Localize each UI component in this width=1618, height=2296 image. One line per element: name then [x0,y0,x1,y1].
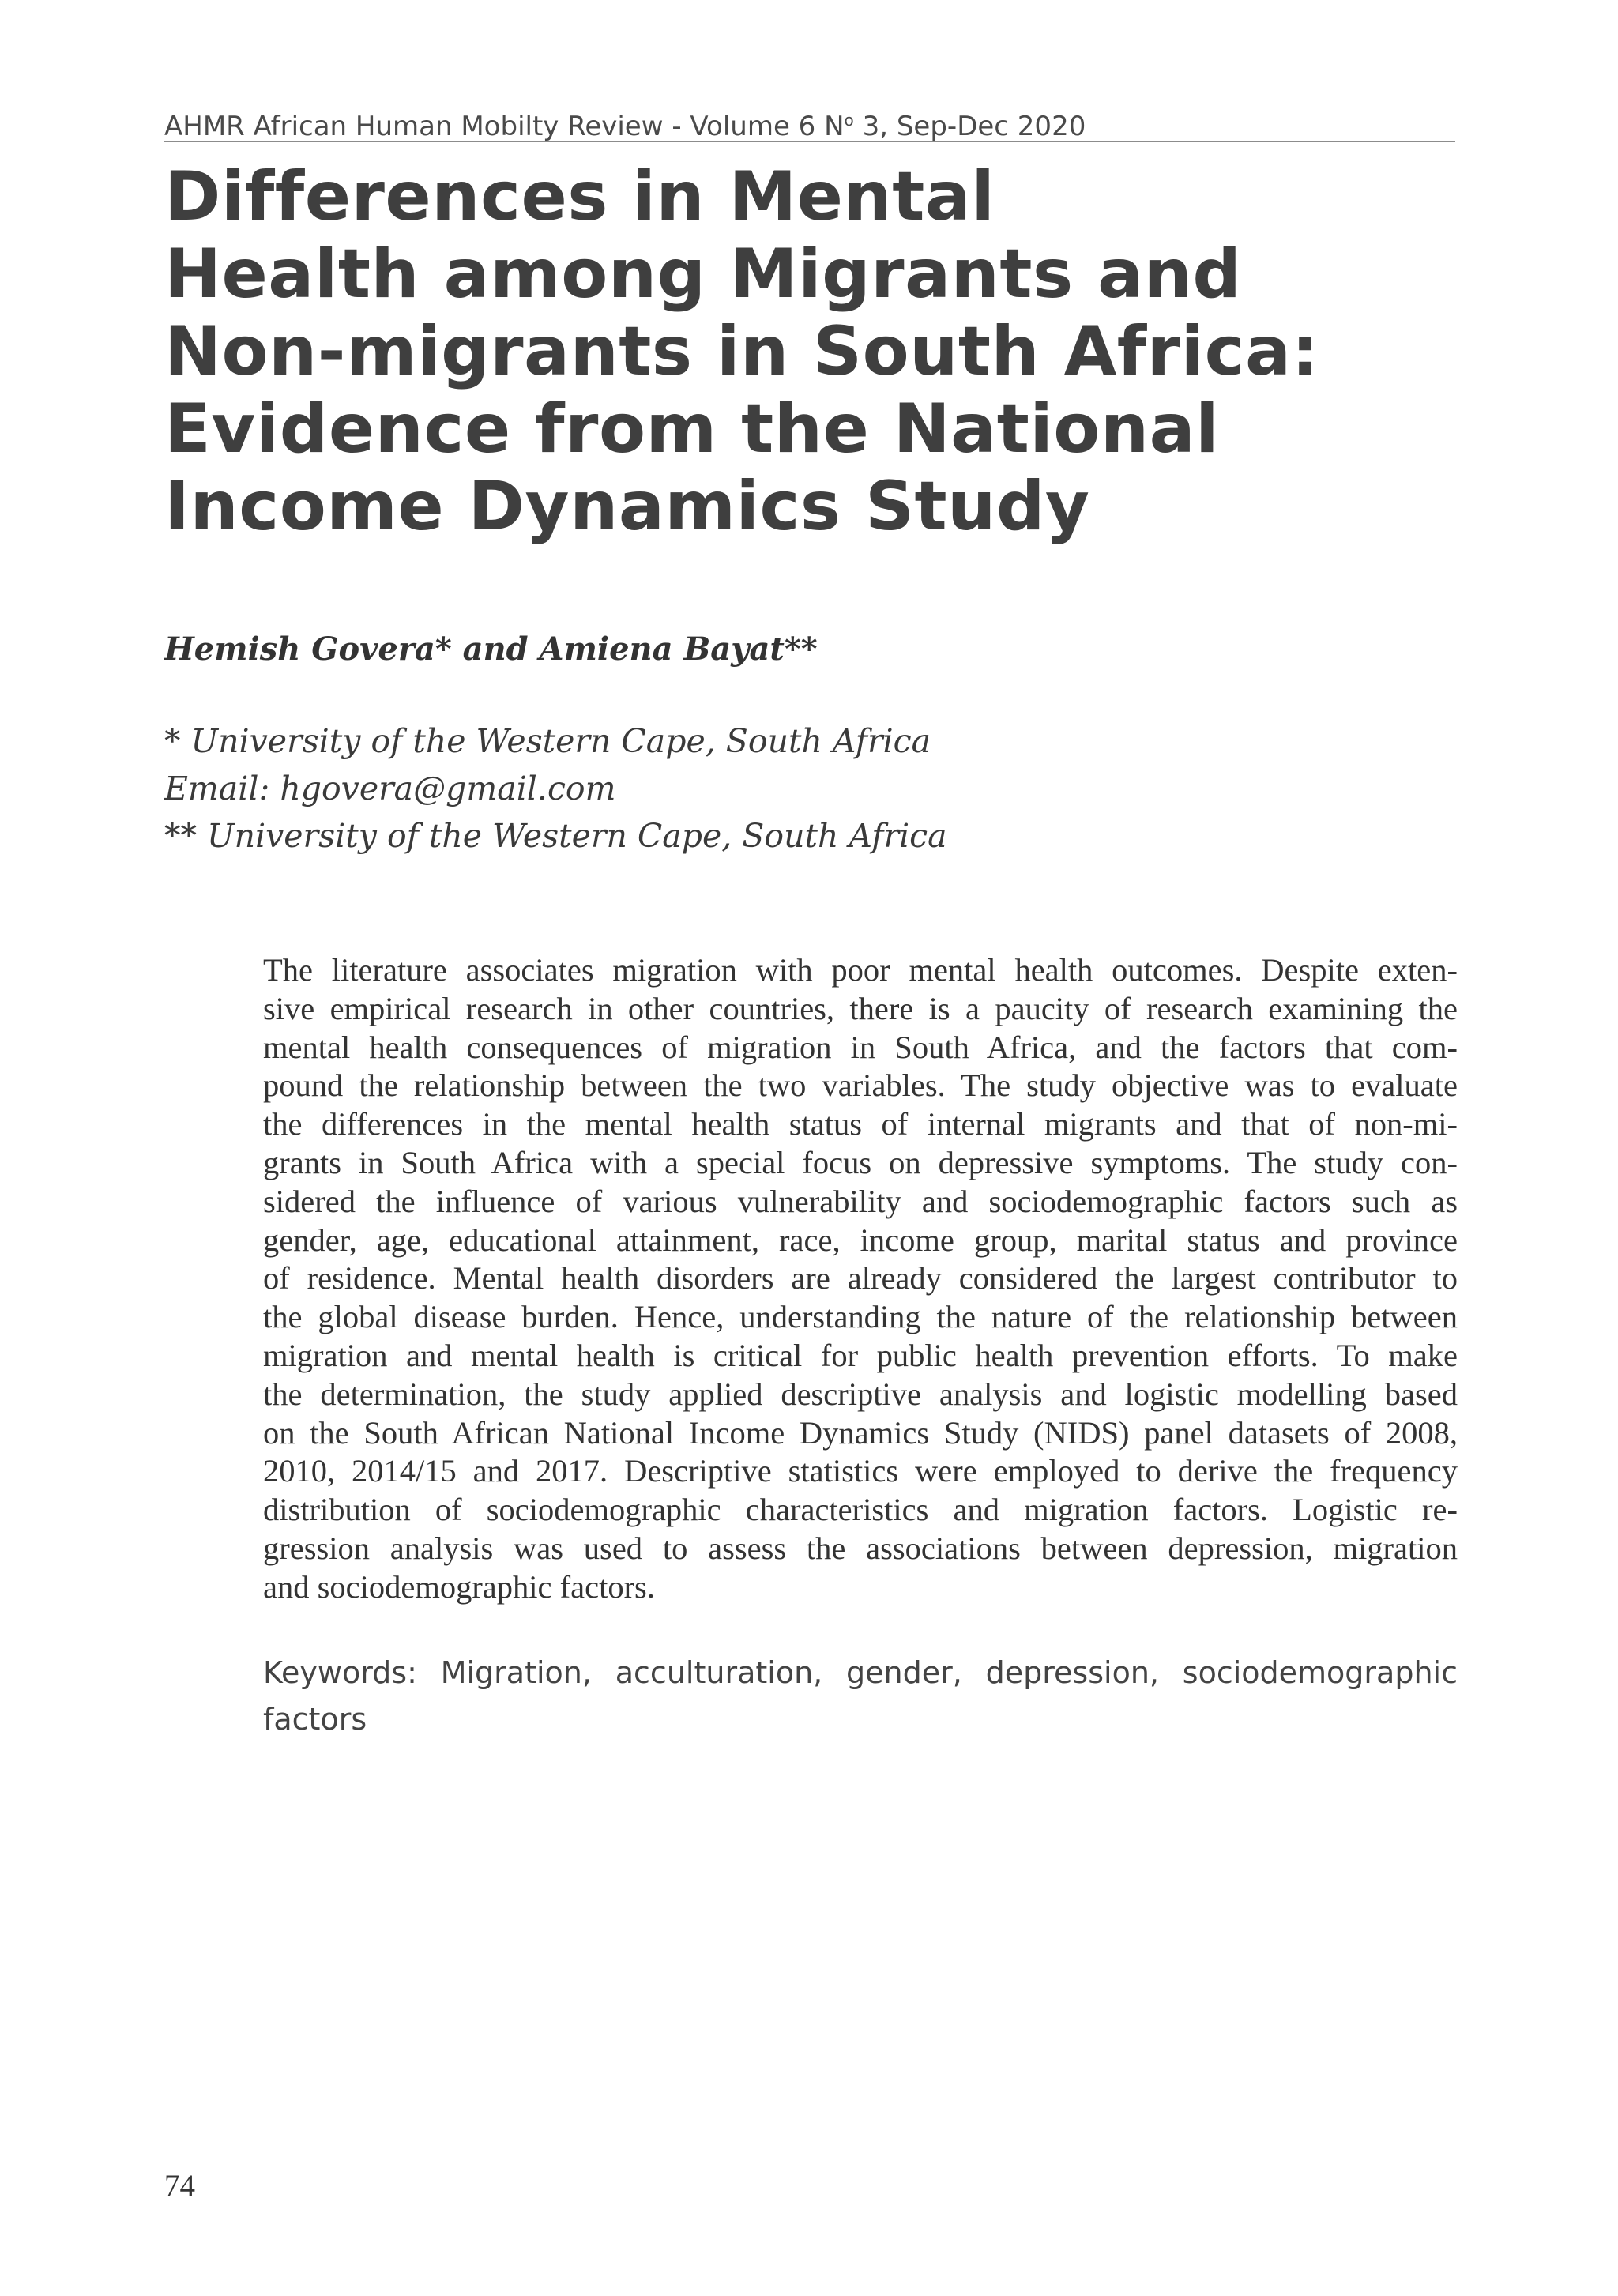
page-number: 74 [164,2169,195,2203]
running-header [164,100,1455,142]
title-line: Income Dynamics Study [164,467,1090,546]
abstract-line: 2010, 2014/15 and 2017. Descriptive statistics were employed to derive the frequency [263,1453,1458,1489]
keywords-line: Keywords: Migration, acculturation, gender, depression, sociodemographic [263,1655,1458,1690]
journal-info: AHMR African Human Mobilty Review - Volume 6 N [164,111,845,142]
article-title [164,158,1460,545]
keywords [263,1650,1458,1743]
affiliation-2: ** University of the Western Cape, South Africa [164,817,947,855]
abstract-line: sidered the influence of various vulnerability and sociodemographic factors such as [263,1183,1458,1219]
abstract-line: migration and mental health is critical for public health prevention efforts. To make [263,1337,1458,1373]
abstract-line: gression analysis was used to assess the associations between depression, migration [263,1530,1458,1566]
abstract-line: the determination, the study applied descriptive analysis and logistic modelling based [263,1376,1458,1412]
abstract-line: of residence. Mental health disorders are already considered the largest contributor to [263,1260,1458,1297]
abstract-line: pound the relationship between the two variables. The study objective was to evaluate [263,1067,1458,1104]
author-list: Hemish Govera* and Amiena Bayat** [164,630,818,668]
number-superscript: o [844,111,854,130]
abstract-line: distribution of sociodemographic characteristics and migration factors. Logistic re- [263,1492,1458,1528]
abstract-line: the global disease burden. Hence, understanding the nature of the relationship between [263,1299,1458,1335]
abstract-line: on the South African National Income Dynamics Study (NIDS) panel datasets of 2008, [263,1414,1458,1451]
title-line: Evidence from the National [164,390,1220,469]
abstract [263,951,1458,1607]
abstract-line: the differences in the mental health status of internal migrants and that of non-mi- [263,1106,1458,1142]
abstract-line: gender, age, educational attainment, race, income group, marital status and province [263,1221,1458,1258]
abstract-line: grants in South Africa with a special focus on depressive symptoms. The study con- [263,1144,1458,1180]
title-line: Differences in Mental [164,157,995,236]
abstract-line: and sociodemographic factors. [263,1568,655,1605]
title-line: Health among Migrants and [164,235,1242,314]
contact-email: Email: hgovera@gmail.com [164,770,616,807]
issue-info: 3, Sep-Dec 2020 [853,111,1086,142]
title-line: Non-migrants in South Africa: [164,312,1319,391]
affiliations [164,717,947,860]
abstract-line: mental health consequences of migration in South Africa, and the factors that com- [263,1029,1458,1065]
abstract-line: The literature associates migration with poor mental health outcomes. Despite exten- [263,952,1458,988]
abstract-line: sive empirical research in other countries, there is a paucity of research examining the [263,990,1458,1026]
keywords-line: factors [263,1702,367,1737]
affiliation-1: * University of the Western Cape, South Africa [164,722,931,760]
